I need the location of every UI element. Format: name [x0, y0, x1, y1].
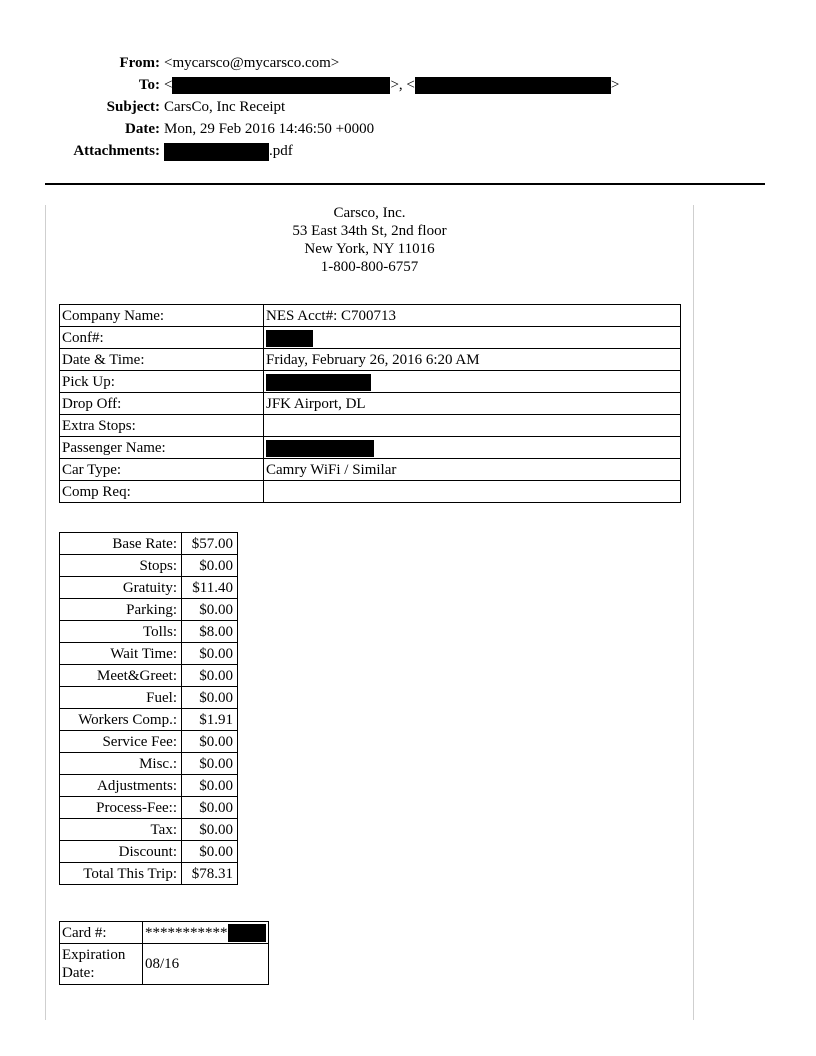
date-value: Mon, 29 Feb 2016 14:46:50 +0000 — [164, 121, 375, 137]
charge-label: Process-Fee:: — [60, 797, 182, 819]
charge-value: $0.00 — [182, 555, 238, 577]
table-row — [60, 643, 238, 665]
comp-req-value — [264, 481, 681, 503]
table-row — [60, 371, 681, 393]
table-row — [60, 621, 238, 643]
table-row — [60, 819, 238, 841]
pickup-label: Pick Up: — [60, 371, 264, 393]
charge-label: Parking: — [60, 599, 182, 621]
table-row — [60, 305, 681, 327]
table-row — [60, 753, 238, 775]
total-label: Total This Trip: — [60, 863, 182, 885]
redacted-passenger — [266, 440, 374, 457]
datetime-value: Friday, February 26, 2016 6:20 AM — [264, 349, 681, 371]
redacted-conf — [266, 330, 313, 347]
charge-label: Adjustments: — [60, 775, 182, 797]
charge-label: Discount: — [60, 841, 182, 863]
attachments-label: Attachments: — [73, 143, 160, 159]
company-address-1: 53 East 34th St, 2nd floor — [292, 223, 447, 239]
passenger-label: Passenger Name: — [60, 437, 264, 459]
table-row — [60, 481, 681, 503]
expiration-value: 08/16 — [143, 944, 269, 985]
total-row — [60, 863, 238, 885]
company-name-label: Company Name: — [60, 305, 264, 327]
car-type-value: Camry WiFi / Similar — [264, 459, 681, 481]
table-row — [60, 555, 238, 577]
dropoff-label: Drop Off: — [60, 393, 264, 415]
extra-stops-value — [264, 415, 681, 437]
table-row — [60, 797, 238, 819]
body-frame-left — [45, 205, 46, 1020]
body-frame-right — [693, 205, 694, 1020]
redacted-pickup — [266, 374, 371, 391]
charge-label: Fuel: — [60, 687, 182, 709]
charge-value: $0.00 — [182, 775, 238, 797]
header-divider — [45, 183, 765, 185]
attachment-link[interactable]: .pdf — [164, 140, 293, 162]
table-row — [60, 709, 238, 731]
company-name-value: NES Acct#: C700713 — [264, 305, 681, 327]
car-type-label: Car Type: — [60, 459, 264, 481]
charges-table — [59, 532, 238, 885]
charge-value: $0.00 — [182, 731, 238, 753]
table-row — [60, 327, 681, 349]
total-value: $78.31 — [182, 863, 238, 885]
passenger-value — [264, 437, 681, 459]
charge-value: $0.00 — [182, 687, 238, 709]
from-label: From: — [119, 55, 160, 71]
company-name: Carsco, Inc. — [333, 205, 406, 221]
table-row — [60, 599, 238, 621]
charge-label: Service Fee: — [60, 731, 182, 753]
charge-value: $0.00 — [182, 753, 238, 775]
conf-label: Conf#: — [60, 327, 264, 349]
redacted-attachment-name — [164, 143, 269, 161]
dropoff-value: JFK Airport, DL — [264, 393, 681, 415]
card-number-value: *********** — [143, 922, 269, 944]
charge-value: $8.00 — [182, 621, 238, 643]
comp-req-label: Comp Req: — [60, 481, 264, 503]
company-block — [46, 204, 693, 276]
card-table — [59, 921, 269, 985]
company-phone: 1-800-800-6757 — [320, 259, 419, 275]
charge-value: $0.00 — [182, 797, 238, 819]
table-row — [60, 922, 269, 944]
charge-label: Stops: — [60, 555, 182, 577]
table-row — [60, 437, 681, 459]
charge-value: $11.40 — [182, 577, 238, 599]
table-row — [60, 775, 238, 797]
table-row — [60, 459, 681, 481]
charge-value: $0.00 — [182, 643, 238, 665]
charge-value: $0.00 — [182, 665, 238, 687]
charge-label: Misc.: — [60, 753, 182, 775]
datetime-label: Date & Time: — [60, 349, 264, 371]
charge-value: $0.00 — [182, 819, 238, 841]
charge-label: Workers Comp.: — [60, 709, 182, 731]
from-value: <mycarsco@mycarsco.com> — [164, 55, 340, 71]
table-row — [60, 577, 238, 599]
card-number-label: Card #: — [60, 922, 143, 944]
table-row — [60, 731, 238, 753]
charge-value: $57.00 — [182, 533, 238, 555]
redacted-recipient-1 — [172, 77, 390, 94]
charge-label: Tax: — [60, 819, 182, 841]
table-row — [60, 415, 681, 437]
conf-value — [264, 327, 681, 349]
subject-label: Subject: — [106, 99, 160, 115]
pickup-value — [264, 371, 681, 393]
table-row — [60, 533, 238, 555]
date-label: Date: — [125, 121, 160, 137]
table-row — [60, 944, 269, 985]
charge-label: Base Rate: — [60, 533, 182, 555]
redacted-recipient-2 — [415, 77, 611, 94]
charge-label: Gratuity: — [60, 577, 182, 599]
charge-value: $0.00 — [182, 599, 238, 621]
subject-value: CarsCo, Inc Receipt — [164, 99, 286, 115]
table-row — [60, 687, 238, 709]
to-label: To: — [138, 77, 160, 93]
charge-value: $1.91 — [182, 709, 238, 731]
table-row — [60, 841, 238, 863]
charge-label: Wait Time: — [60, 643, 182, 665]
table-row — [60, 393, 681, 415]
to-value: < >, < > — [164, 77, 620, 93]
company-address-2: New York, NY 11016 — [304, 241, 435, 257]
trip-info-table — [59, 304, 681, 503]
charge-value: $0.00 — [182, 841, 238, 863]
table-row — [60, 349, 681, 371]
extra-stops-label: Extra Stops: — [60, 415, 264, 437]
charge-label: Tolls: — [60, 621, 182, 643]
charge-label: Meet&Greet: — [60, 665, 182, 687]
table-row — [60, 665, 238, 687]
expiration-label: Expiration Date: — [60, 944, 143, 985]
redacted-card-digits — [228, 924, 266, 942]
